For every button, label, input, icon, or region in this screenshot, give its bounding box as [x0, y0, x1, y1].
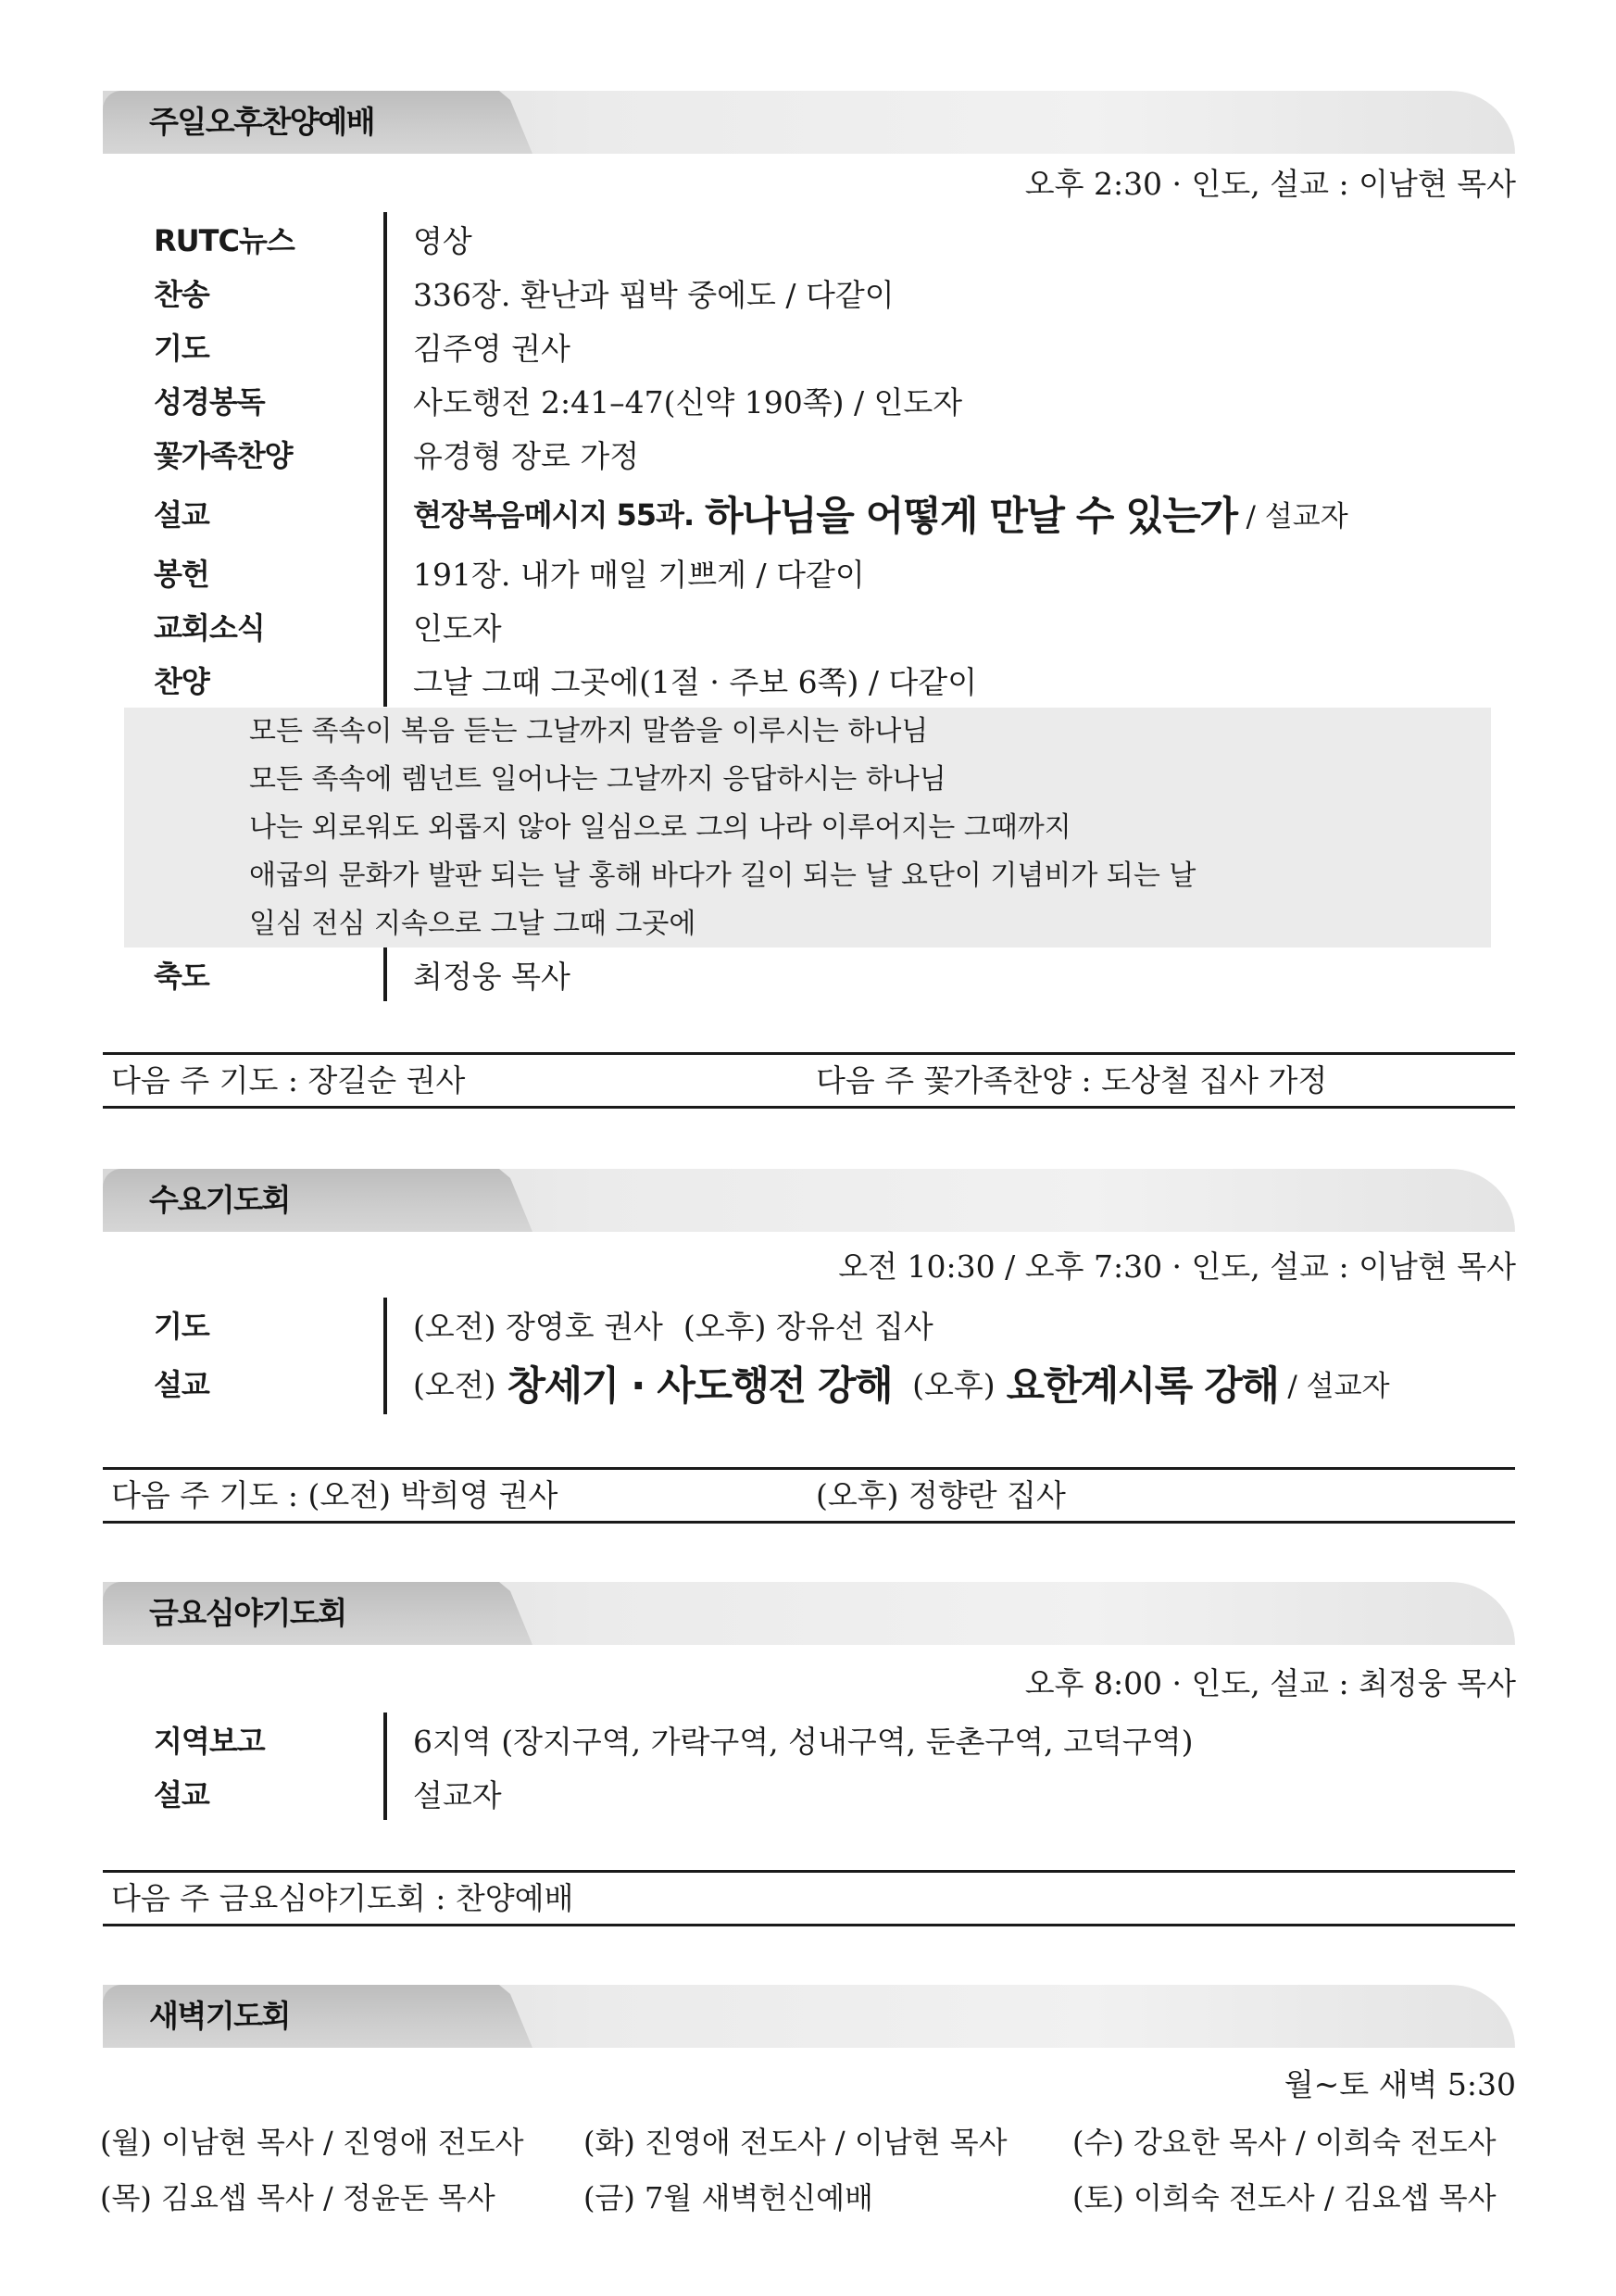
service-row: [154, 546, 1497, 599]
section-title: 주일오후찬양예배: [149, 104, 375, 140]
dawn-schedule-item: (금) 7월 새벽헌신예배: [583, 2180, 873, 2215]
dawn-schedule-item: (월) 이남현 목사 / 진영애 전도사: [100, 2125, 524, 2160]
row-value: 6지역 (장지구역, 가락구역, 성내구역, 둔촌구역, 고덕구역): [383, 1713, 1193, 1766]
row-value: 최정웅 목사: [383, 947, 570, 1001]
row-label: RUTC뉴스: [154, 223, 294, 258]
row-label: 찬양: [154, 664, 209, 699]
service-row: [154, 266, 1497, 320]
row-value: 그날 그때 그곳에(1절 · 주보 6쪽) / 다같이: [383, 653, 977, 707]
service-meta: 월~토 새벽 5:30: [1284, 2066, 1516, 2102]
row-value: 336장. 환난과 핍박 중에도 / 다같이: [383, 266, 895, 320]
dawn-schedule-item: (목) 김요셉 목사 / 정윤돈 목사: [100, 2180, 495, 2215]
service-row: [154, 320, 1497, 373]
sermon-am-tag: (오전): [413, 1366, 496, 1403]
prayer-pm: (오후) 장유선 집사: [683, 1308, 933, 1345]
row-label: 지역보고: [154, 1724, 265, 1759]
dawn-schedule-item: (수) 강요한 목사 / 이희숙 전도사: [1072, 2125, 1497, 2160]
row-label: 교회소식: [154, 610, 265, 646]
service-row: [154, 947, 1497, 1001]
row-label: 꽃가족찬양: [154, 438, 293, 473]
sermon-row: [154, 1351, 1497, 1414]
next-week-box: [103, 1467, 1515, 1524]
sermon-series: 현장복음메시지 55과.: [413, 497, 695, 533]
service-row: [154, 653, 1497, 707]
next-week-prayer-pm: (오후) 정향란 집사: [816, 1477, 1066, 1513]
service-row: [154, 1298, 1497, 1351]
row-value: 사도행전 2:41–47(신약 190쪽) / 인도자: [383, 373, 962, 427]
row-label: 설교: [154, 1777, 209, 1813]
row-value: 영상: [383, 212, 472, 266]
service-row: [154, 427, 1497, 481]
section-header-friday: [103, 1582, 1515, 1645]
sermon-pm-title: 요한계시록 강해: [1006, 1362, 1279, 1410]
dawn-schedule-item: (화) 진영애 전도사 / 이남현 목사: [583, 2125, 1008, 2160]
row-value: 유경형 장로 가정: [383, 427, 639, 481]
service-row: [154, 1713, 1497, 1766]
row-value: 김주영 권사: [383, 320, 570, 373]
dawn-schedule-item: (토) 이희숙 전도사 / 김요셉 목사: [1072, 2180, 1497, 2215]
next-week-prayer: 다음 주 기도 : 장길순 권사: [111, 1062, 466, 1098]
row-label: 설교: [154, 1367, 209, 1402]
lyric-line: 애굽의 문화가 발판 되는 날 홍해 바다가 길이 되는 날 요단이 기념비가 되는 날: [249, 859, 1196, 892]
prayer-am: (오전) 장영호 권사: [413, 1308, 663, 1345]
row-label: 기도: [154, 331, 209, 366]
service-row: [154, 212, 1497, 266]
sermon-speaker: / 설교자: [1287, 1369, 1390, 1403]
row-label: 봉헌: [154, 557, 209, 592]
row-label: 기도: [154, 1309, 209, 1344]
row-label: 찬송: [154, 277, 209, 312]
row-label: 설교: [154, 497, 209, 533]
section-title: 금요심야기도회: [149, 1595, 346, 1631]
service-meta: 오후 8:00 · 인도, 설교 : 최정웅 목사: [1024, 1665, 1516, 1701]
section-title: 수요기도회: [149, 1182, 290, 1218]
service-row: [154, 599, 1497, 653]
row-value: 인도자: [383, 599, 502, 653]
row-value: [383, 1351, 1390, 1414]
next-week-prayer-am: 다음 주 기도 : (오전) 박희영 권사: [111, 1477, 558, 1513]
benediction: [154, 947, 1497, 1001]
sermon-row: [154, 481, 1497, 546]
next-week-box: [103, 1870, 1515, 1926]
service-meta: 오전 10:30 / 오후 7:30 · 인도, 설교 : 이남현 목사: [838, 1248, 1516, 1285]
sermon-pm-tag: (오후): [912, 1366, 996, 1403]
service-meta: 오후 2:30 · 인도, 설교 : 이남현 목사: [1024, 166, 1516, 202]
section-title: 새벽기도회: [149, 1998, 290, 2034]
sermon-am-title: 창세기 · 사도행전 강해: [507, 1362, 893, 1410]
sermon-title: 하나님을 어떻게 만날 수 있는가: [705, 493, 1237, 540]
row-value: [383, 1298, 933, 1351]
row-value: 191장. 내가 매일 기쁘게 / 다같이: [383, 546, 865, 599]
row-label: 성경봉독: [154, 384, 265, 420]
service-row: [154, 373, 1497, 427]
lyric-line: 모든 족속에 렘넌트 일어나는 그날까지 응답하시는 하나님: [249, 763, 946, 796]
friday-rows: [154, 1713, 1497, 1820]
row-value: 설교자: [383, 1766, 502, 1820]
section-header-sunday: [103, 91, 1515, 154]
next-week-flower-family: 다음 주 꽃가족찬양 : 도상철 집사 가정: [816, 1062, 1328, 1098]
service-row: [154, 1766, 1497, 1820]
sermon-speaker: / 설교자: [1246, 499, 1348, 533]
section-header-dawn: [103, 1985, 1515, 2048]
lyric-line: 모든 족속이 복음 듣는 그날까지 말씀을 이루시는 하나님: [249, 715, 929, 747]
lyric-line: 나는 외로워도 외롭지 않아 일심으로 그의 나라 이루어지는 그때까지: [249, 811, 1071, 844]
lyric-line: 일심 전심 지속으로 그날 그때 그곳에: [249, 908, 696, 940]
next-week-friday: 다음 주 금요심야기도회 : 찬양예배: [111, 1880, 574, 1916]
row-label: 축도: [154, 959, 209, 994]
next-week-box: [103, 1052, 1515, 1109]
wednesday-rows: [154, 1298, 1497, 1414]
row-value: [383, 481, 1348, 546]
section-header-wednesday: [103, 1169, 1515, 1232]
lyrics-box: [124, 708, 1491, 947]
order-of-service: [154, 212, 1497, 707]
